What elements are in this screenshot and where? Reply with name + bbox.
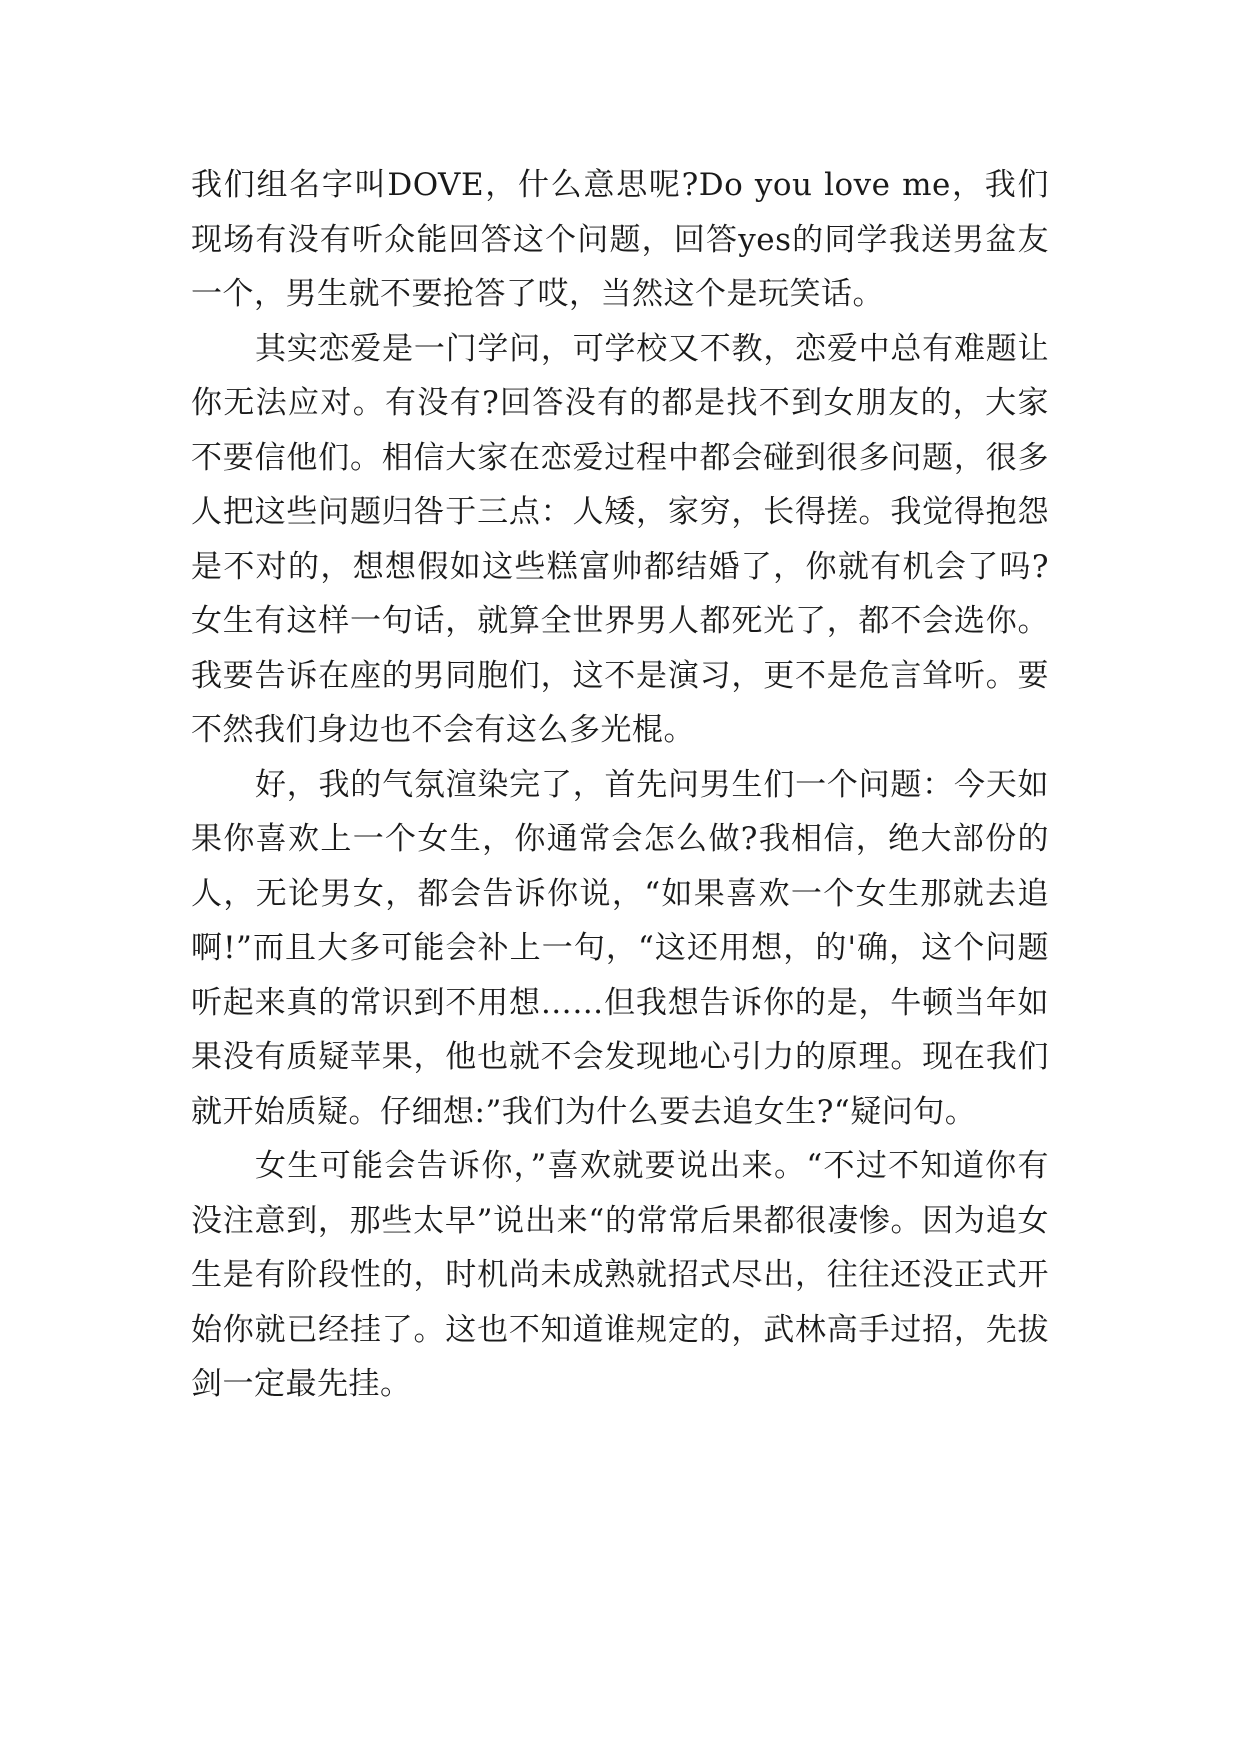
paragraph-4: 女生可能会告诉你，”喜欢就要说出来。“不过不知道你有没注意到，那些太早”说出来“的常常后果都很凄惨。因为追女生是有阶段性的，时机尚未成熟就招式尽出，往往还没正式开始你就已经挂了。这也不知道谁规定的，武林高手过招，先拔剑一定最先挂。 — [191, 1148, 1049, 1402]
document-body — [191, 158, 1049, 1412]
paragraph-2: 其实恋爱是一门学问，可学校又不教，恋爱中总有难题让你无法应对。有没有?回答没有的都是找不到女朋友的，大家不要信他们。相信大家在恋爱过程中都会碰到很多问题，很多人把这些问题归咎于三点：人矮，家穷，长得搓。我觉得抱怨是不对的，想想假如这些糕富帅都结婚了，你就有机会了吗?女生有这样一句话，就算全世界男人都死光了，都不会选你。我要告诉在座的男同胞们，这不是演习，更不是危言耸听。要不然我们身边也不会有这么多光棍。 — [191, 330, 1049, 748]
paragraph-1: 我们组名字叫DOVE，什么意思呢?Do you love me，我们现场有没有听众能回答这个问题，回答yes的同学我送男盆友一个，男生就不要抢答了哎，当然这个是玩笑话。 — [191, 167, 1049, 312]
paragraph-3: 好，我的气氛渲染完了，首先问男生们一个问题：今天如果你喜欢上一个女生，你通常会怎么做?我相信，绝大部份的人，无论男女，都会告诉你说，“如果喜欢一个女生那就去追啊!”而且大多可能会补上一句，“这还用想，的'确，这个问题听起来真的常识到不用想……但我想告诉你的是，牛顿当年如果没有质疑苹果，他也就不会发现地心引力的原理。现在我们就开始质疑。仔细想:”我们为什么要去追女生?“疑问句。 — [191, 766, 1049, 1130]
